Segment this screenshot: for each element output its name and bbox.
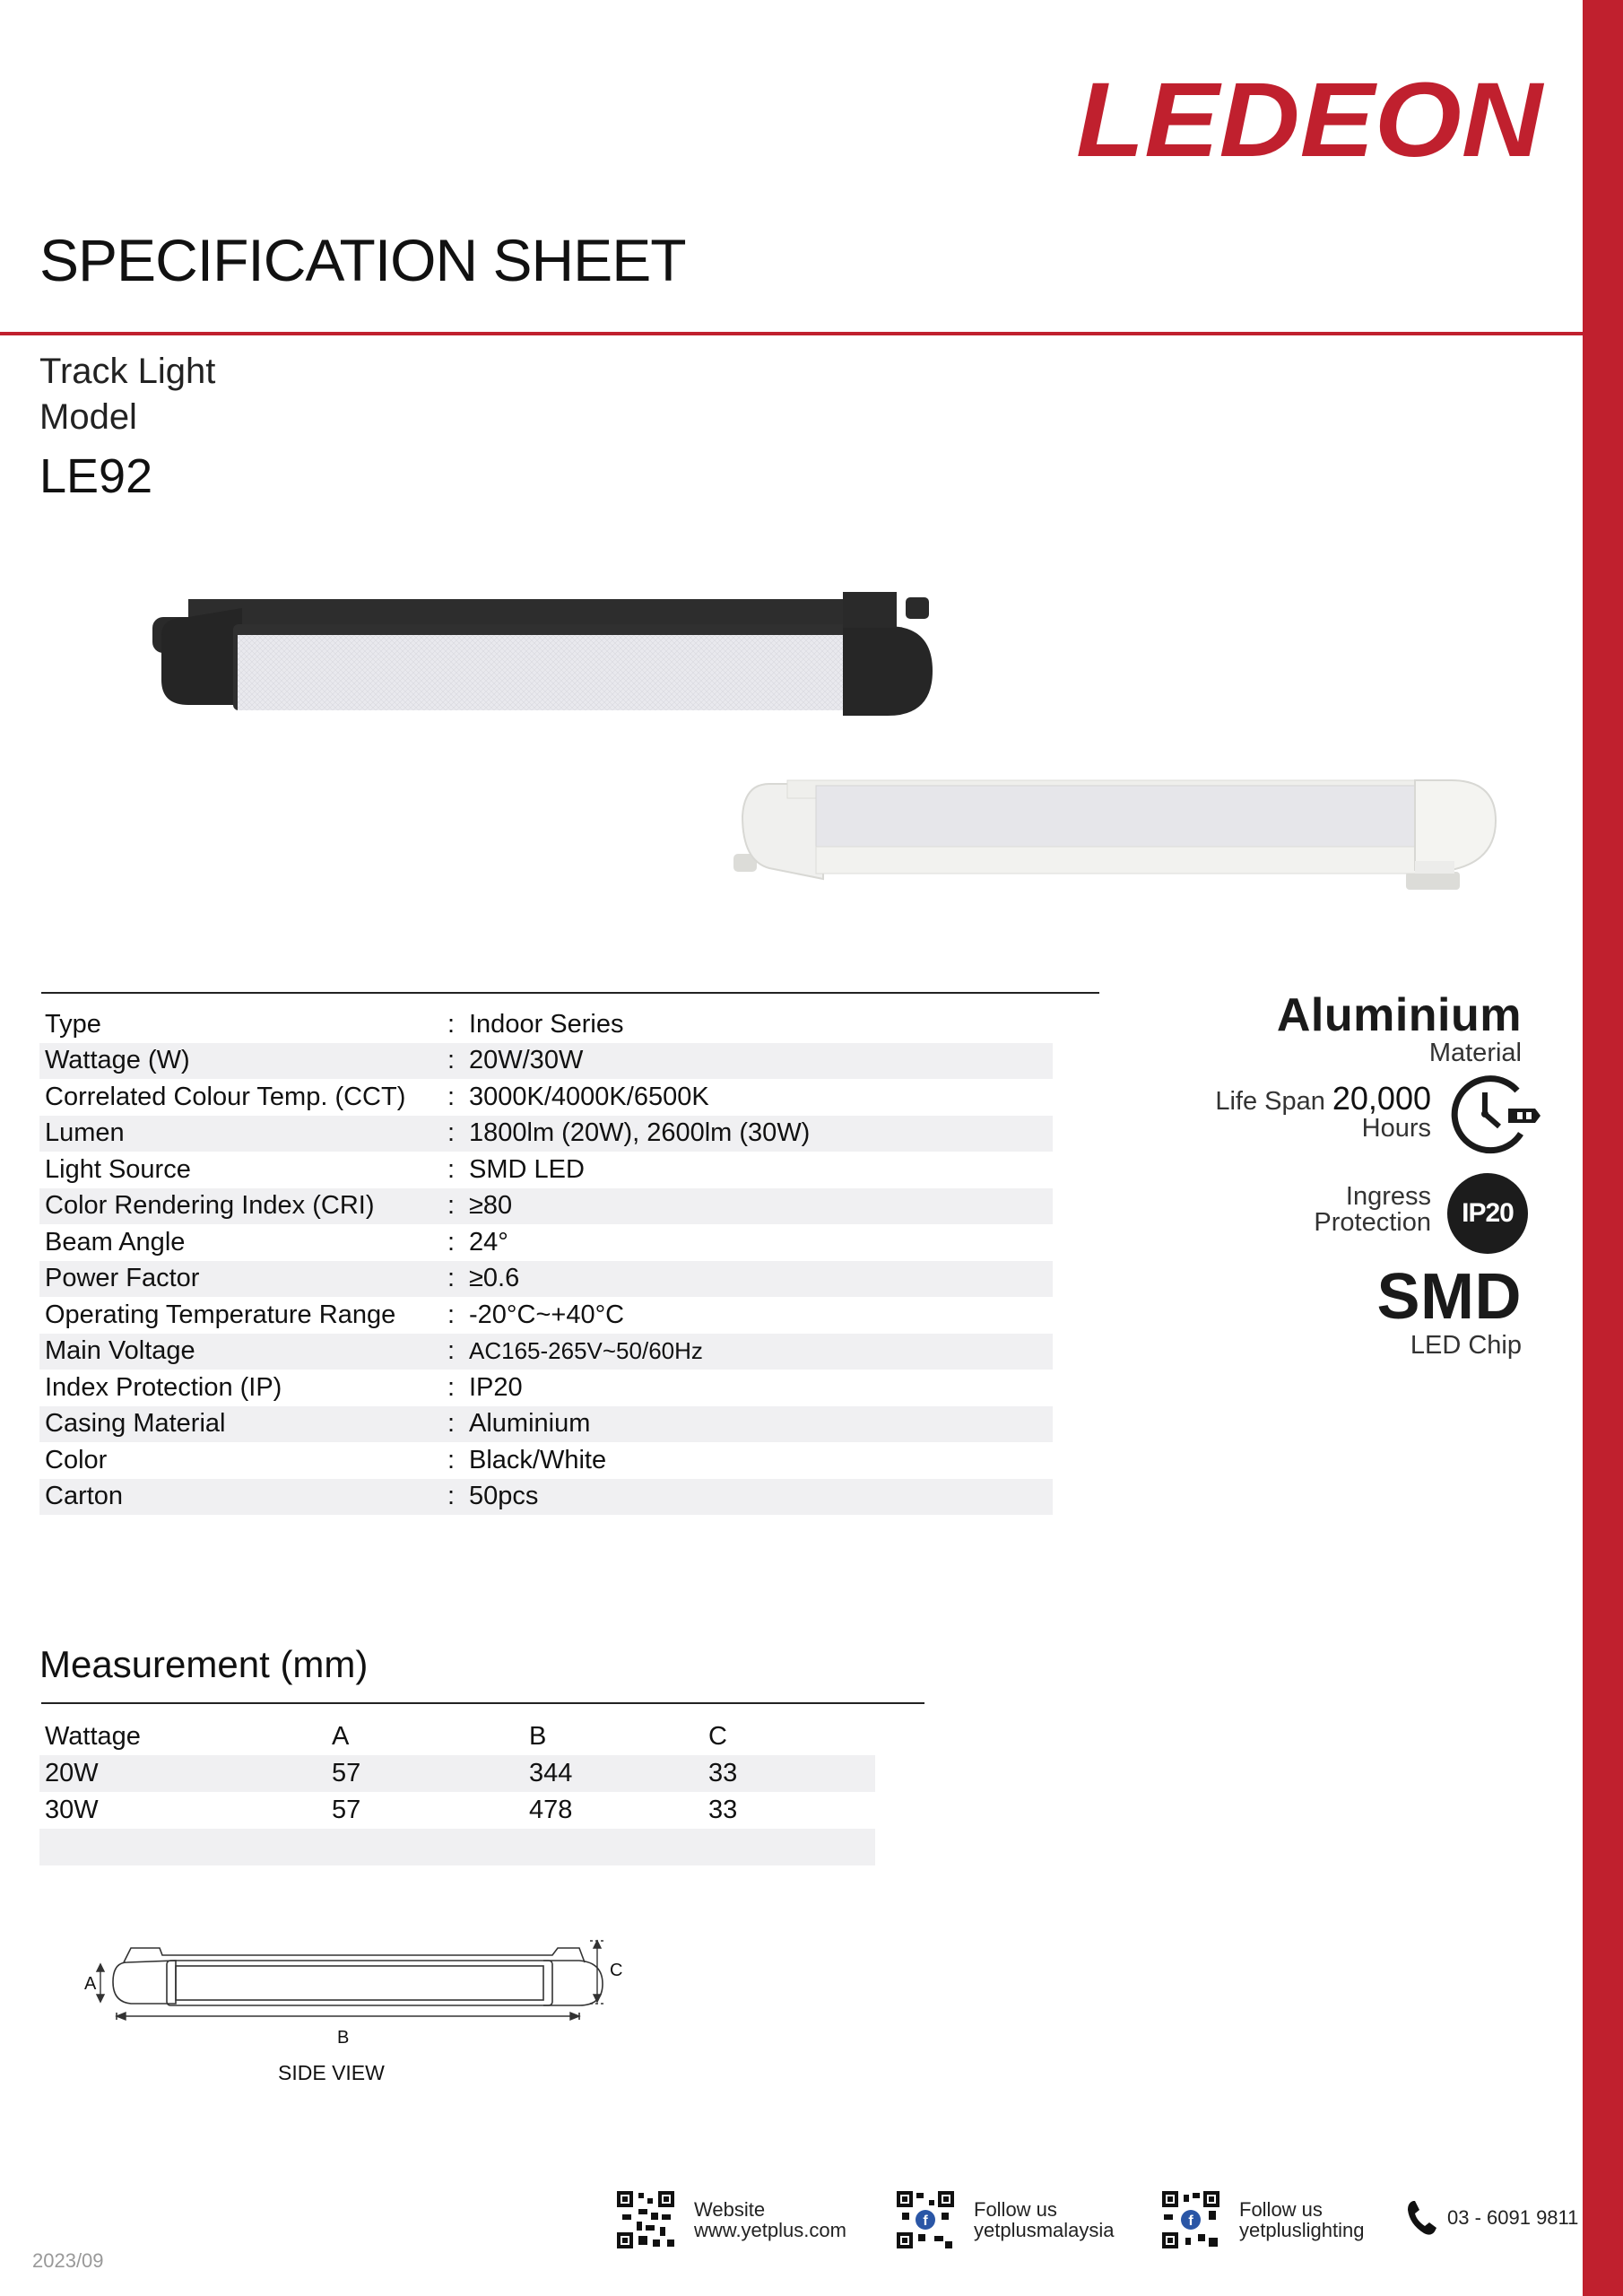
measurement-header-cell: B — [529, 1722, 547, 1751]
spec-row — [39, 1479, 1053, 1516]
product-category: Track Light — [39, 352, 216, 391]
lifespan-value: 20,000 — [1332, 1080, 1431, 1117]
spec-table — [39, 1006, 1053, 1515]
facebook-1-handle[interactable]: yetplusmalaysia — [974, 2219, 1115, 2241]
svg-text:f: f — [1188, 2213, 1193, 2229]
spec-separator: : — [447, 1372, 456, 1402]
product-image-black — [152, 581, 942, 743]
model-label: Model — [39, 397, 137, 437]
measurement-cell: 33 — [667, 1755, 875, 1792]
spec-row — [39, 1079, 1053, 1116]
measurement-cell: 57 — [291, 1755, 488, 1792]
measurement-cell: 57 — [332, 1796, 361, 1824]
feature-chip — [1377, 1263, 1523, 1361]
footer-facebook-2[interactable] — [1160, 2188, 1364, 2251]
website-label: Website — [694, 2198, 766, 2221]
spec-label: Color — [45, 1445, 108, 1474]
footer-phone[interactable] — [1406, 2199, 1578, 2237]
logo-text: LEDEON — [1076, 70, 1545, 165]
ingress-line1: Ingress — [1345, 1182, 1431, 1211]
spec-value: 3000K/4000K/6500K — [469, 1082, 709, 1111]
spec-label: Index Protection (IP) — [45, 1372, 282, 1402]
measurement-header-cell: Wattage — [45, 1722, 141, 1751]
facebook-2-label: Follow us — [1239, 2198, 1323, 2221]
product-image-white — [733, 771, 1505, 906]
spec-row — [39, 1406, 1053, 1443]
ip20-badge-icon — [1447, 1173, 1528, 1254]
spec-row — [39, 1152, 1053, 1188]
right-accent-bar — [1583, 0, 1623, 2296]
spec-label: Type — [45, 1009, 101, 1039]
feature-ingress — [1314, 1182, 1431, 1238]
spec-row — [39, 1116, 1053, 1152]
spec-row — [39, 1261, 1053, 1298]
measurement-table — [39, 1718, 875, 1866]
spec-value: IP20 — [469, 1372, 523, 1402]
spec-separator: : — [447, 1227, 456, 1257]
ip20-badge-text: IP20 — [1462, 1198, 1514, 1228]
spec-row — [39, 1188, 1053, 1225]
measurement-header-cell: A — [332, 1722, 350, 1751]
spec-separator: : — [438, 1043, 464, 1080]
facebook-qr-icon — [1160, 2189, 1221, 2250]
spec-value: -20°C~+40°C — [469, 1300, 625, 1329]
spec-separator: : — [447, 1300, 456, 1329]
spec-value: 50pcs — [464, 1479, 1053, 1516]
spec-separator: : — [438, 1188, 464, 1225]
spec-row — [39, 1043, 1053, 1080]
footer-facebook-1[interactable] — [895, 2188, 1115, 2251]
measurement-cell: 20W — [39, 1755, 291, 1792]
measurement-cell: 344 — [488, 1755, 667, 1792]
spec-value: Black/White — [469, 1445, 607, 1474]
measurement-cell: 30W — [45, 1796, 99, 1824]
dim-label-a: A — [84, 1974, 97, 1994]
dim-label-c: C — [610, 1961, 623, 1980]
ledeon-logo — [1072, 70, 1547, 165]
spec-label: Main Voltage — [39, 1334, 438, 1370]
spec-label: Casing Material — [39, 1406, 438, 1443]
spec-row — [39, 1224, 1053, 1261]
spec-value: ≥0.6 — [464, 1261, 1053, 1298]
spec-separator: : — [447, 1009, 456, 1039]
spec-separator: : — [438, 1479, 464, 1516]
spec-label: Color Rendering Index (CRI) — [39, 1188, 438, 1225]
page-title: SPECIFICATION SHEET — [39, 227, 686, 293]
feature-material — [1277, 988, 1522, 1068]
spec-value: Indoor Series — [469, 1009, 624, 1039]
spec-separator: : — [447, 1082, 456, 1111]
material-value: Aluminium — [1276, 989, 1522, 1041]
header-divider — [0, 332, 1583, 335]
feature-lifespan — [1215, 1080, 1431, 1144]
spec-separator: : — [447, 1445, 456, 1474]
footer-website[interactable] — [615, 2188, 846, 2251]
measurement-header-row — [39, 1718, 875, 1755]
model-number: LE92 — [39, 449, 153, 503]
measurement-header-cell: C — [708, 1722, 727, 1751]
spec-separator: : — [438, 1334, 464, 1370]
website-url[interactable]: www.yetplus.com — [694, 2219, 846, 2241]
svg-text:f: f — [923, 2213, 928, 2229]
phone-number[interactable]: 03 - 6091 9811 — [1447, 2206, 1579, 2229]
spec-separator: : — [438, 1116, 464, 1152]
measurement-title: Measurement (mm) — [39, 1643, 369, 1685]
spec-value: 1800lm (20W), 2600lm (30W) — [464, 1116, 1053, 1152]
measurement-cell: 478 — [529, 1796, 573, 1824]
ingress-line2: Protection — [1314, 1208, 1431, 1237]
spec-value: 20W/30W — [464, 1043, 1053, 1080]
spec-value: AC165-265V~50/60Hz — [464, 1334, 1053, 1370]
facebook-1-label: Follow us — [974, 2198, 1057, 2221]
spec-label: Power Factor — [39, 1261, 438, 1298]
spec-label: Lumen — [39, 1116, 438, 1152]
spec-row — [39, 1370, 1053, 1406]
website-qr-icon — [615, 2189, 676, 2250]
lifespan-prefix: Life Span — [1215, 1087, 1325, 1116]
material-label: Material — [1428, 1039, 1522, 1067]
spec-separator: : — [438, 1406, 464, 1443]
spec-separator: : — [447, 1154, 456, 1184]
clock-icon — [1445, 1073, 1546, 1159]
spec-label: Wattage (W) — [39, 1043, 438, 1080]
spec-row — [39, 1297, 1053, 1334]
spec-value: ≥80 — [464, 1188, 1053, 1225]
spec-value: SMD LED — [469, 1154, 585, 1184]
spec-label: Beam Angle — [45, 1227, 186, 1257]
measurement-cell: 33 — [708, 1796, 738, 1824]
dim-label-b: B — [337, 2028, 350, 2048]
revision-date: 2023/09 — [32, 2249, 104, 2272]
spec-value: Aluminium — [464, 1406, 1053, 1443]
spec-label: Correlated Colour Temp. (CCT) — [45, 1082, 406, 1111]
facebook-qr-icon — [895, 2189, 956, 2250]
measurement-row — [39, 1792, 875, 1829]
spec-row — [39, 1442, 1053, 1479]
side-view-caption: SIDE VIEW — [278, 2061, 385, 2084]
measurement-divider — [41, 1702, 924, 1704]
measurement-row — [39, 1755, 875, 1792]
chip-value: SMD — [1376, 1261, 1522, 1333]
facebook-2-handle[interactable]: yetpluslighting — [1239, 2219, 1365, 2241]
lifespan-unit: Hours — [1361, 1114, 1431, 1143]
spec-row — [39, 1334, 1053, 1370]
spec-row — [39, 1006, 1053, 1043]
spec-separator: : — [438, 1261, 464, 1298]
measurement-empty-row — [39, 1829, 875, 1866]
phone-icon — [1406, 2199, 1438, 2237]
spec-value: 24° — [469, 1227, 508, 1257]
spec-label: Carton — [39, 1479, 438, 1516]
spec-label: Operating Temperature Range — [45, 1300, 396, 1329]
spec-divider — [41, 992, 1099, 994]
spec-label: Light Source — [45, 1154, 191, 1184]
chip-label: LED Chip — [1410, 1331, 1522, 1360]
